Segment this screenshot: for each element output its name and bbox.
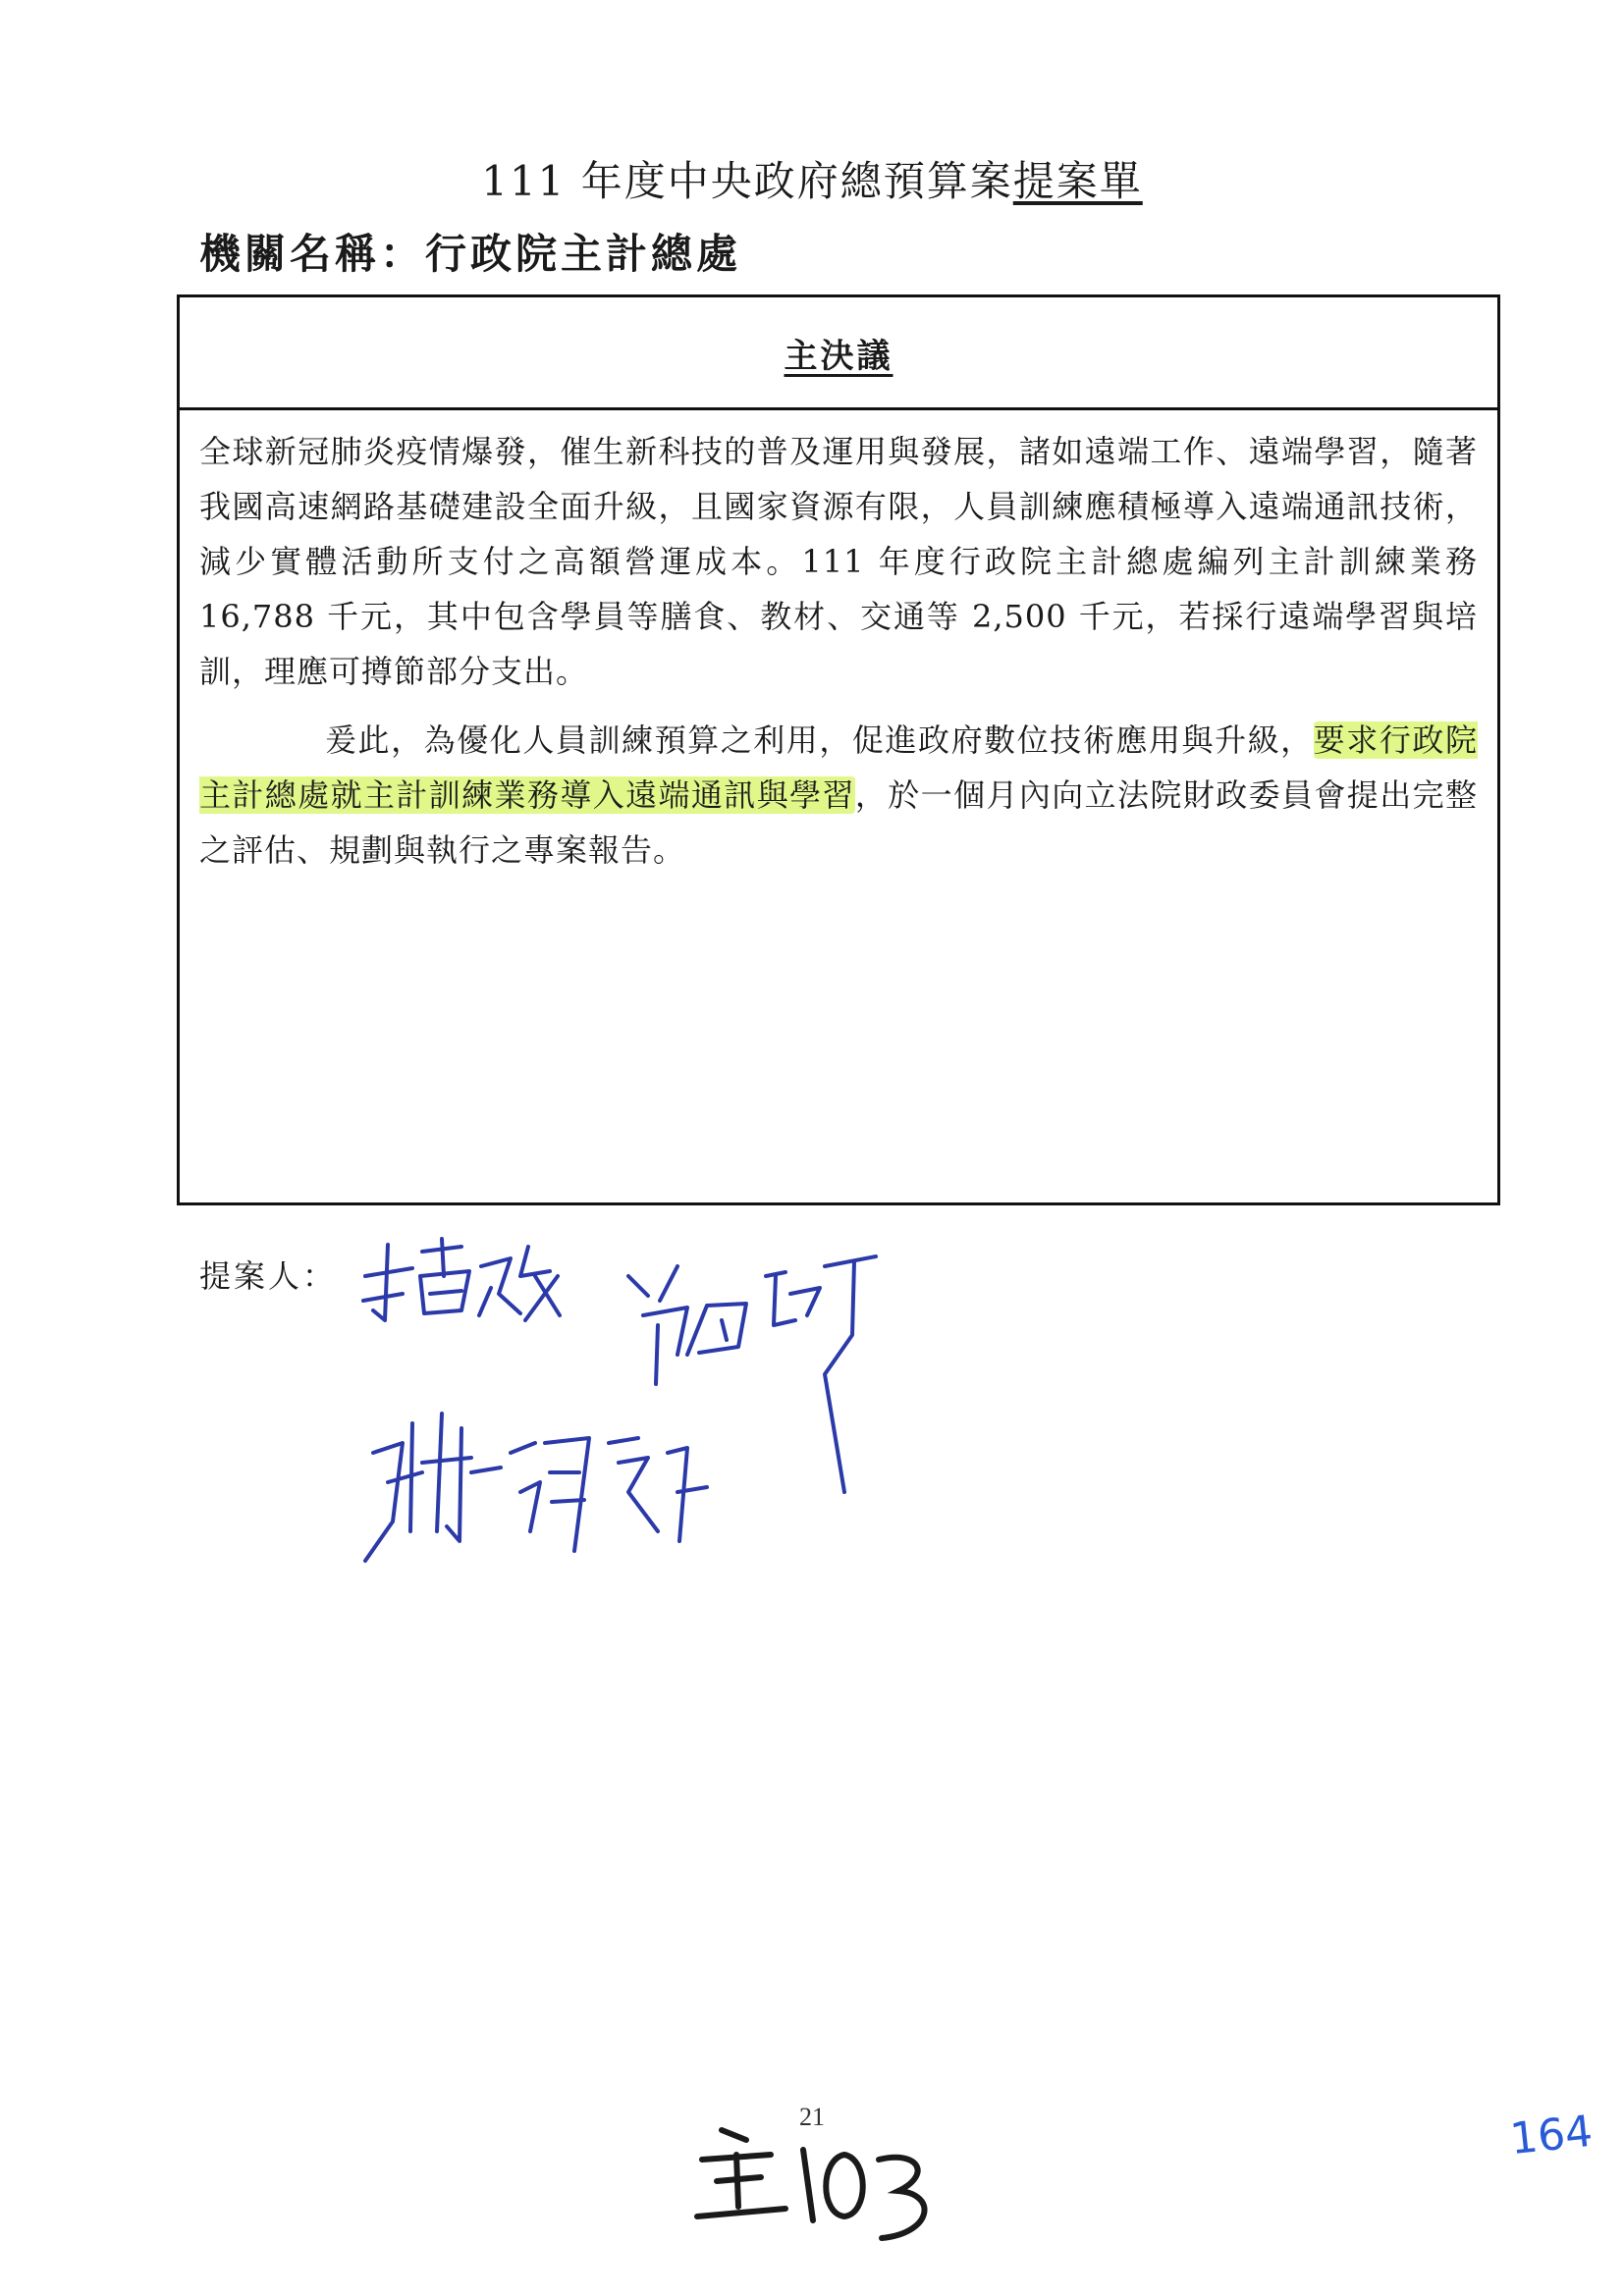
section-heading: 主決議	[784, 336, 893, 376]
paragraph-2-after: ，於一個月內向立法院財政委員會提出完整之評估、規劃與執行之專案報告。	[199, 776, 1478, 869]
sequence-number: 164	[1507, 2106, 1596, 2165]
highlighted-text: 要求行政院主計總處就主計訓練業務導入遠端通訊與學習	[199, 721, 1478, 814]
title-underlined: 提案單	[1012, 157, 1143, 205]
resolution-body	[180, 410, 1497, 878]
handwritten-mark	[697, 2130, 924, 2238]
paragraph-2	[199, 713, 1478, 878]
agency-label: 機關名稱：	[199, 230, 426, 278]
signature-2	[628, 1256, 876, 1492]
document-title	[0, 149, 1624, 208]
paragraph-2-before: 爰此，為優化人員訓練預算之利用，促進政府數位技術應用與升級，	[325, 721, 1314, 759]
page-number: 21	[799, 2103, 825, 2131]
title-main: 111 年度中央政府總預算案	[481, 157, 1013, 205]
agency-line	[199, 222, 741, 281]
paragraph-1: 全球新冠肺炎疫情爆發，催生新科技的普及運用與發展，諸如遠端工作、遠端學習，隨著我國高速網路基礎建設全面升級，且國家資源有限，人員訓練應積極導入遠端通訊技術，減少實體活動所支付之高額營運成本。111 年度行政院主計總處編列主計訓練業務 16,788 千元，其中包含學員等膳食、教材、交通等 2,500 千元，若採行遠端學習與培訓，理應可撙節部分支出。	[199, 433, 1478, 690]
resolution-box	[177, 294, 1500, 1205]
signature-3	[365, 1414, 707, 1561]
agency-name: 行政院主計總處	[425, 230, 742, 278]
resolution-header	[180, 297, 1497, 410]
proposer-label: 提案人：	[199, 1257, 338, 1295]
signature-1	[363, 1239, 560, 1320]
